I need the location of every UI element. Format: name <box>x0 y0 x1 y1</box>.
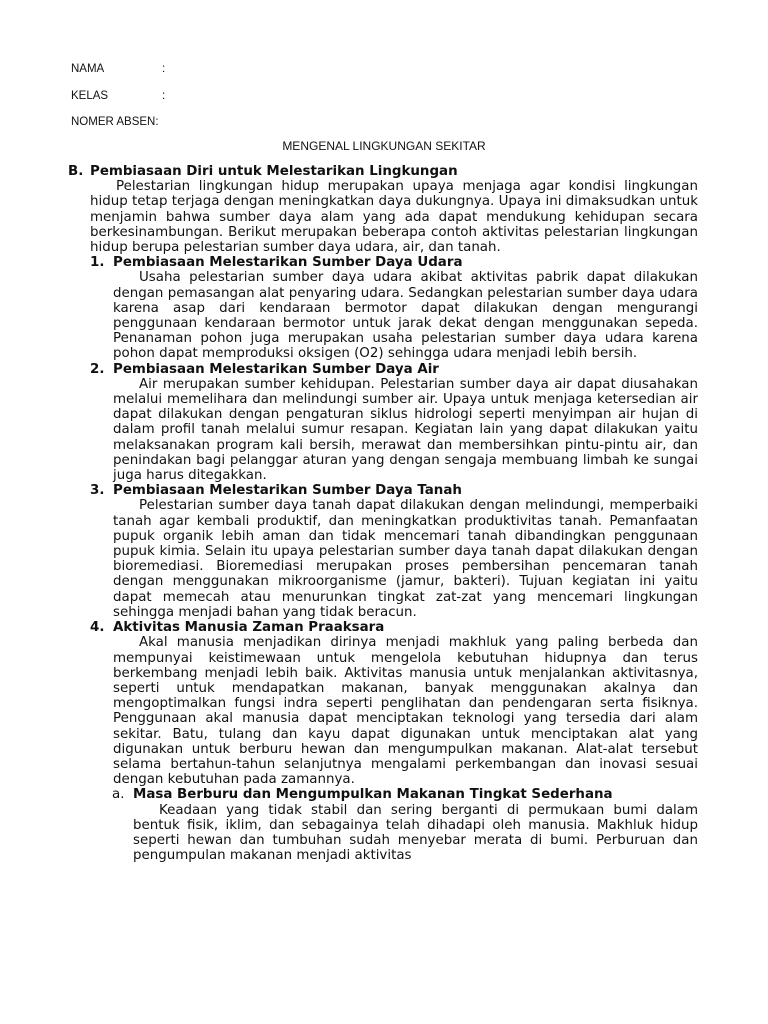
item-heading: Pembiasaan Melestarikan Sumber Daya Air <box>113 361 439 377</box>
kelas-colon: : <box>162 90 166 102</box>
sub-item-letter: a. <box>112 787 125 803</box>
section-heading <box>68 164 698 179</box>
page-title: MENGENAL LINGKUNGAN SEKITAR <box>282 139 486 153</box>
sub-item-heading: Masa Berburu dan Mengumpulkan Makanan Tingkat Sederhana <box>133 787 613 803</box>
kelas-label: KELAS <box>71 90 109 102</box>
sub-item-paragraph: Keadaan yang tidak stabil dan sering berganti di permukaan bumi dalam bentuk fisik, iklim, dan sebagainya telah dihadapi oleh manusia. Makhluk hidup seperti hewan dan tumbuhan sudah menyebar merata di bumi. Perburuan dan pengumpulan makanan menjadi aktivitas <box>133 802 698 864</box>
kelas-row <box>71 90 166 102</box>
item-number: 2. <box>90 361 105 377</box>
item-paragraph: Air merupakan sumber kehidupan. Pelestarian sumber daya air dapat diusahakan melalui memelihara dan melindungi sumber air. Upaya untuk menjaga ketersedian air dapat dilakukan dengan pengaturan siklus hidrologi seperti menyimpan air hujan di dalam profil tanah melalui sumur resapan. Kegiatan lain yang dapat dilakukan yaitu melaksanakan program kali bersih, merawat dan membersihkan pintu-pintu air, dan penindakan bagi pelanggar aturan yang dengan sengaja membuang limbah ke sungai juga harus ditegakkan. <box>113 376 698 484</box>
list-item-2 <box>90 362 698 377</box>
sub-item-a <box>112 787 698 802</box>
absen-row <box>71 116 159 128</box>
nama-row <box>71 63 166 75</box>
section-letter: B. <box>68 164 84 179</box>
section-title: Pembiasaan Diri untuk Melestarikan Lingkungan <box>90 164 458 179</box>
intro-paragraph: Pelestarian lingkungan hidup merupakan upaya menjaga agar kondisi lingkungan hidup tetap terjaga dengan meningkatkan daya dukungnya. Upaya ini dimaksudkan untuk menjamin bahwa sumber daya alam yang ada dapat mendukung kehidupan secara berkesinambungan. Berikut merupakan beberapa contoh aktivitas pelestarian lingkungan hidup berupa pelestarian sumber daya udara, air, dan tanah. <box>90 179 698 256</box>
nama-label: NAMA <box>71 63 105 75</box>
item-number: 3. <box>90 483 105 499</box>
item-body-2 <box>113 377 698 483</box>
section-intro <box>90 179 698 255</box>
list-item-3 <box>90 483 698 498</box>
item-heading: Pembiasaan Melestarikan Sumber Daya Tanah <box>113 483 462 499</box>
item-paragraph: Usaha pelestarian sumber daya udara akibat aktivitas pabrik dapat dilakukan dengan pemasangan alat penyaring udara. Sedangkan pelestarian sumber daya udara karena asap dari kendaraan bermotor dapat dilakukan dengan mengurangi penggunaan kendaraan bermotor untuk jarak dekat dengan menggunakan sepeda. Penanaman pohon juga merupakan usaha pelestarian sumber daya udara karena pohon dapat memproduksi oksigen (O2) sehingga udara menjadi lebih bersih. <box>113 270 698 362</box>
item-number: 4. <box>90 620 105 636</box>
item-paragraph: Pelestarian sumber daya tanah dapat dilakukan dengan melindungi, memperbaiki tanah agar kembali produktif, dan meningkatkan produktivitas tanah. Pemanfaatan pupuk organik lebih aman dan tidak mencemari tanah dibandingkan penggunaan pupuk kimia. Selain itu upaya pelestarian sumber daya tanah dapat dilakukan dengan bioremediasi. Bioremediasi merupakan proses pembersihan pencemaran tanah dengan menggunakan mikroorganisme (jamur, bakteri). Tujuan kegiatan ini yaitu dapat memecah atau menurunkan tingkat zat-zat yang mencemari lingkungan sehingga menjadi bahan yang tidak beracun. <box>113 498 698 620</box>
item-heading: Pembiasaan Melestarikan Sumber Daya Udara <box>113 255 463 271</box>
item-number: 1. <box>90 255 105 271</box>
item-body-1 <box>113 270 698 361</box>
nama-colon: : <box>162 63 166 75</box>
document-body <box>68 164 698 863</box>
list-item-1 <box>90 255 698 270</box>
item-heading: Aktivitas Manusia Zaman Praaksara <box>113 620 385 636</box>
list-item-4 <box>90 620 698 635</box>
item-body-4 <box>113 635 698 787</box>
sub-item-body <box>133 803 698 864</box>
item-body-3 <box>113 498 698 620</box>
absen-label: NOMER ABSEN: <box>71 116 159 128</box>
item-paragraph: Akal manusia menjadikan dirinya menjadi makhluk yang paling berbeda dan mempunyai keistimewaan untuk mengelola kebutuhan hidupnya dan terus berkembang menjadi lebih baik. Aktivitas manusia untuk menjalankan aktivitasnya, seperti untuk mendapatkan makanan, banyak menggunakan akalnya dan mengoptimalkan fungsi indra seperti penglihatan dan pendengaran serta fisiknya. Penggunaan akal manusia dapat menciptakan teknologi yang tersedia dari alam sekitar. Batu, tulang dan kayu dapat digunakan untuk menciptakan alat yang digunakan untuk berburu hewan dan mengumpulkan makanan. Alat-alat tersebut selama bertahun-tahun selanjutnya mengalami perkembangan dan inovasi sesuai dengan kebutuhan pada zamannya. <box>113 635 698 788</box>
